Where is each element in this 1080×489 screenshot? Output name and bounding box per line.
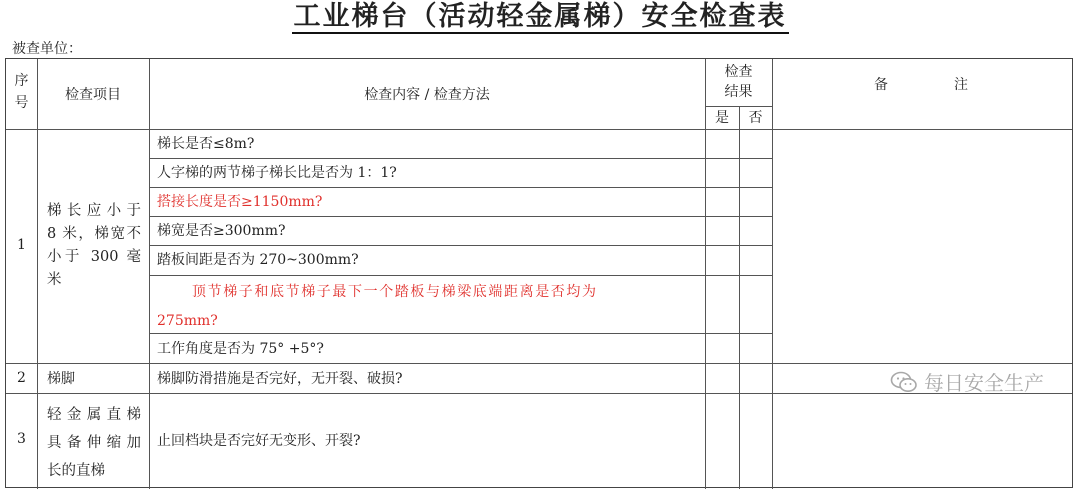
row-item-line: 米 bbox=[47, 272, 62, 288]
header-item: 检查项目 bbox=[65, 87, 121, 103]
row-item-line: 梯长应小于 bbox=[47, 203, 141, 219]
header-no: 否 bbox=[748, 110, 763, 126]
grid-line bbox=[149, 187, 772, 188]
check-content: 止回档块是否完好无变形、开裂? bbox=[157, 433, 361, 449]
inspection-table bbox=[5, 58, 1073, 488]
check-content-highlight: 搭接长度是否≥1150mm? bbox=[157, 194, 323, 210]
header-yes: 是 bbox=[715, 110, 729, 126]
grid-line bbox=[739, 106, 740, 489]
row-item-line: 轻金属直梯 bbox=[47, 407, 141, 423]
row-item bbox=[47, 401, 141, 485]
page-title bbox=[0, 0, 1080, 34]
wechat-icon bbox=[890, 370, 918, 394]
header-content: 检查内容 / 检查方法 bbox=[364, 87, 490, 103]
grid-line bbox=[705, 106, 772, 107]
watermark bbox=[890, 367, 1044, 396]
row-item-line: 长的直梯 bbox=[47, 463, 105, 479]
title-text: 工业梯台（活动轻金属梯）安全检查表 bbox=[293, 1, 787, 32]
row-item bbox=[47, 200, 141, 292]
row-seq: 1 bbox=[17, 237, 26, 253]
check-content: 梯宽是否≥300mm? bbox=[157, 223, 286, 239]
header-remark: 注 bbox=[954, 77, 968, 93]
grid-line bbox=[6, 363, 1072, 364]
grid-line bbox=[149, 216, 772, 217]
header-remark: 备 bbox=[874, 77, 888, 93]
check-content: 工作角度是否为 75° +5°? bbox=[157, 341, 324, 357]
row-item-line: 小于 300 毫 bbox=[47, 249, 141, 265]
check-content: 踏板间距是否为 270~300mm? bbox=[157, 252, 359, 268]
grid-line bbox=[149, 59, 150, 489]
header-result: 检查 bbox=[724, 64, 753, 80]
grid-line bbox=[772, 59, 773, 489]
grid-line bbox=[37, 59, 38, 489]
check-content: 梯长是否≤8m? bbox=[157, 136, 255, 152]
check-content-highlight: 275mm? bbox=[157, 313, 218, 329]
grid-line bbox=[149, 333, 772, 334]
check-content-highlight: 顶节梯子和底节梯子最下一个踏板与梯梁底端距离是否均为 bbox=[192, 284, 598, 300]
row-item: 梯脚 bbox=[47, 371, 75, 387]
inspected-unit-label: 被查单位： bbox=[12, 41, 82, 57]
watermark-text: 每日安全生产 bbox=[924, 371, 1044, 395]
row-seq: 3 bbox=[17, 431, 26, 447]
header-seq: 号 bbox=[14, 95, 29, 111]
grid-line bbox=[149, 245, 772, 246]
grid-line bbox=[149, 158, 772, 159]
row-seq: 2 bbox=[17, 370, 26, 386]
grid-line bbox=[6, 129, 1072, 130]
check-content: 梯脚防滑措施是否完好，无开裂、破损? bbox=[157, 371, 403, 387]
header-result: 结果 bbox=[724, 84, 753, 100]
header-seq: 序 bbox=[14, 73, 29, 89]
grid-line bbox=[149, 275, 772, 276]
check-content: 人字梯的两节梯子梯长比是否为 1：1? bbox=[157, 165, 397, 181]
row-item-line: 8 米，梯宽不 bbox=[47, 226, 141, 242]
row-item-line: 具备伸缩加 bbox=[47, 435, 141, 451]
